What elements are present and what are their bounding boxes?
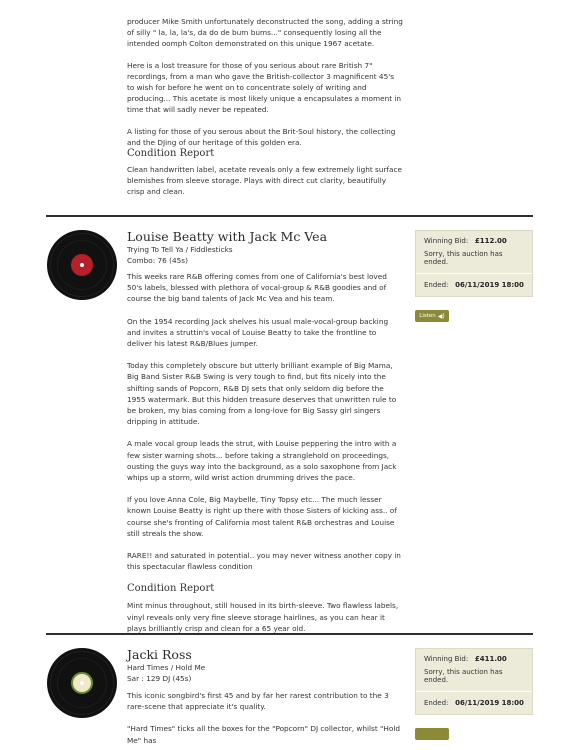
listen-button[interactable] bbox=[415, 728, 449, 740]
item-description bbox=[127, 690, 403, 750]
winning-bid-value: £112.00 bbox=[474, 237, 507, 245]
record-image bbox=[47, 230, 117, 300]
ended-value: 06/11/2019 18:00 bbox=[455, 699, 524, 707]
description-paragraph: producer Mike Smith unfortunately deconstructed the song, adding a string of silly " la, la, la's, da do de bum bums..." consequently losing all the intended oomph Colton demonstrated on this unique 1967 acetate. bbox=[127, 17, 403, 49]
ended-label: Ended: bbox=[424, 699, 449, 707]
description-paragraph: A male vocal group leads the strut, with Louise peppering the intro with a few sister warning shots... before taking a stranglehold on proceedings, ousting the guys way into the background, as a solo saxophone from Jack whips up a storm, wild wrist action drumming drives the pace. bbox=[127, 439, 397, 483]
description-paragraph: This iconic songbird's first 45 and by far her rarest contribution to the 3 rare-scene that appreciate it's quality. bbox=[127, 691, 389, 712]
record-image bbox=[47, 648, 117, 718]
description-paragraph: "Hard Times" ticks all the boxes for the "Popcorn" DJ collector, whilst "Hold Me" has bbox=[127, 724, 401, 745]
item-label-number: Combo: 76 (45s) bbox=[127, 256, 188, 265]
speaker-icon: ◀) bbox=[437, 312, 445, 320]
description-paragraph: This weeks rare R&B offering comes from one of California's best loved 50's labels, blessed with plethora of vocal-group & R&B goodies and of course the big band talents of Jack Mc Vea and his team. bbox=[127, 272, 387, 304]
item-sides: Hard Times / Hold Me bbox=[127, 663, 206, 672]
winning-bid-label: Winning Bid: bbox=[424, 237, 469, 245]
winning-bid-label: Winning Bid: bbox=[424, 655, 469, 663]
condition-report-heading: Condition Report bbox=[127, 583, 215, 595]
item-sides: Trying To Tell Ya / Fiddlesticks bbox=[127, 245, 233, 254]
item-title[interactable]: Louise Beatty with Jack Mc Vea bbox=[127, 229, 328, 244]
description-paragraph: Here is a lost treasure for those of you serious about rare British 7" recordings, from a man who gave the British-collector 3 magnificent 45's to wish for before he went on to concentrate solely of writing and producing... This acetate is most likely unique a encapsulates a moment in time that will sadly never be repeated. bbox=[127, 60, 402, 115]
item-divider bbox=[46, 215, 533, 217]
description-paragraph: RARE!! and saturated in potential.. you may never witness another copy in this spectacular flawless condition bbox=[127, 551, 401, 572]
auction-status: Sorry, this auction has ended. bbox=[424, 668, 503, 684]
condition-report-heading: Condition Report bbox=[127, 148, 215, 159]
ended-label: Ended: bbox=[424, 281, 449, 289]
winning-bid-value: £411.00 bbox=[474, 655, 507, 663]
item-divider bbox=[46, 633, 533, 635]
description-paragraph: If you love Anna Cole, Big Maybelle, Tiny Topsy etc... The much lesser known Louise Beatty is right up there with those Sisters of kicking ass.. of course she's fronting of California most talent R&B orchestras and Louise still streals the show. bbox=[127, 495, 397, 538]
item-label-number: Sar : 129 DJ (45s) bbox=[127, 674, 192, 683]
description-paragraph: On the 1954 recording Jack shelves his usual male-vocal-group backing and invites a struttin's vocal of Louise Beatty to take the frontline to deliver his latest R&B/Blues jumper. bbox=[127, 316, 389, 349]
item-description bbox=[127, 271, 403, 645]
previous-item-description bbox=[127, 16, 403, 158]
ended-value: 06/11/2019 18:00 bbox=[455, 281, 524, 289]
description-paragraph: Today this completely obscure but utterly brilliant example of Big Mama, Big Band Sister R&B Swing is very tough to find, but fits nicely into the shifting sands of Popcorn, R&B DJ sets that only seldom dig before the 1955 watermark. But this hidden treasure deserves that unwritten rule to be broken, my bias coming from a long-love for Big Sassy girl singers dripping in attitude. bbox=[127, 361, 397, 427]
listen-button[interactable] bbox=[415, 310, 449, 322]
item-title[interactable]: Jacki Ross bbox=[127, 647, 192, 662]
auction-status: Sorry, this auction has ended. bbox=[424, 250, 503, 266]
bid-panel bbox=[415, 230, 533, 297]
condition-report-text: Mint minus throughout, still housed in its birth-sleeve. Two flawless labels, vinyl reveals only very fine sleeve storage hairlines, as you can hear it plays brilliantly crisp and clean for a 65 year old. bbox=[127, 601, 399, 633]
description-paragraph: A listing for those of you serous about the Brit-Soul history, the collecting and the DJing of our heritage of this golden era. bbox=[127, 126, 396, 147]
listen-label: Listen bbox=[419, 313, 436, 319]
condition-report-text: Clean handwritten label, acetate reveals only a few extremely light surface blemishes from sleeve storage. Plays with direct cut clarity, beautifully crisp and clean. bbox=[127, 165, 403, 197]
bid-panel bbox=[415, 648, 533, 715]
